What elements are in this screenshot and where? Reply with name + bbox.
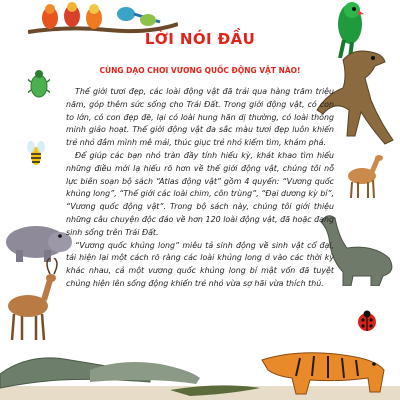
ladybug-icon <box>356 310 378 332</box>
paragraph-1: Thế giới tươi đẹp, các loài động vật đã trải qua hàng trăm triệu năm, góp thêm sức sống cho Trái Đất. Trong giới động vật, có con to lớn, có con đẹp đẽ, lại có loài hung hãn dị thường, có loài thông minh giảo hoạt. Thế giới động vật đa sắc màu tươi đẹp luôn khiến trẻ nhỏ đắm mình mê mải, thúc giục trẻ nhỏ kiếm tìm, khám phá. <box>66 87 334 148</box>
wasp-icon <box>26 138 46 168</box>
paragraph-3: “Vương quốc khủng long” miêu tả sinh động về sinh vật cổ đại, tái hiện lại một cách rõ ràng các loài khủng long ở vào các thời kỳ khác nhau, cả một vương quốc khủng long bí mật vốn đã tuyệt chủng hiện lên sống động khiến trẻ nhỏ vừa sợ hãi vừa thích thú. <box>66 240 334 288</box>
page-title: LỜI NÓI ĐẦU <box>144 30 256 48</box>
paragraph-2: Để giúp các bạn nhỏ tràn đầy tính hiếu kỳ, khát khao tìm hiểu những điều mới lạ hiểu rõ hơn về thế giới động vật, chúng tôi nỗ lực biên soạn bộ sách “Atlas động vật” gồm 4 quyển: “Vương quốc khủng long”, “Thế giới các loài chim, côn trùng”, “Đại dương kỳ bí”, “Vương quốc động vật”. Trong bộ sách này, chúng tôi giới thiệu những câu chuyện độc đáo về hơn 120 loài động vật, đã hoặc đang sinh sống trên Trái Đất. <box>66 150 334 237</box>
deer-icon <box>342 150 384 200</box>
ground-animals-scene <box>0 330 400 400</box>
page-subtitle: CÙNG DẠO CHƠI VƯƠNG QUỐC ĐỘNG VẬT NÀO! <box>99 66 301 75</box>
body-text <box>66 86 334 291</box>
dinosaurs-ground-icon <box>0 358 200 388</box>
